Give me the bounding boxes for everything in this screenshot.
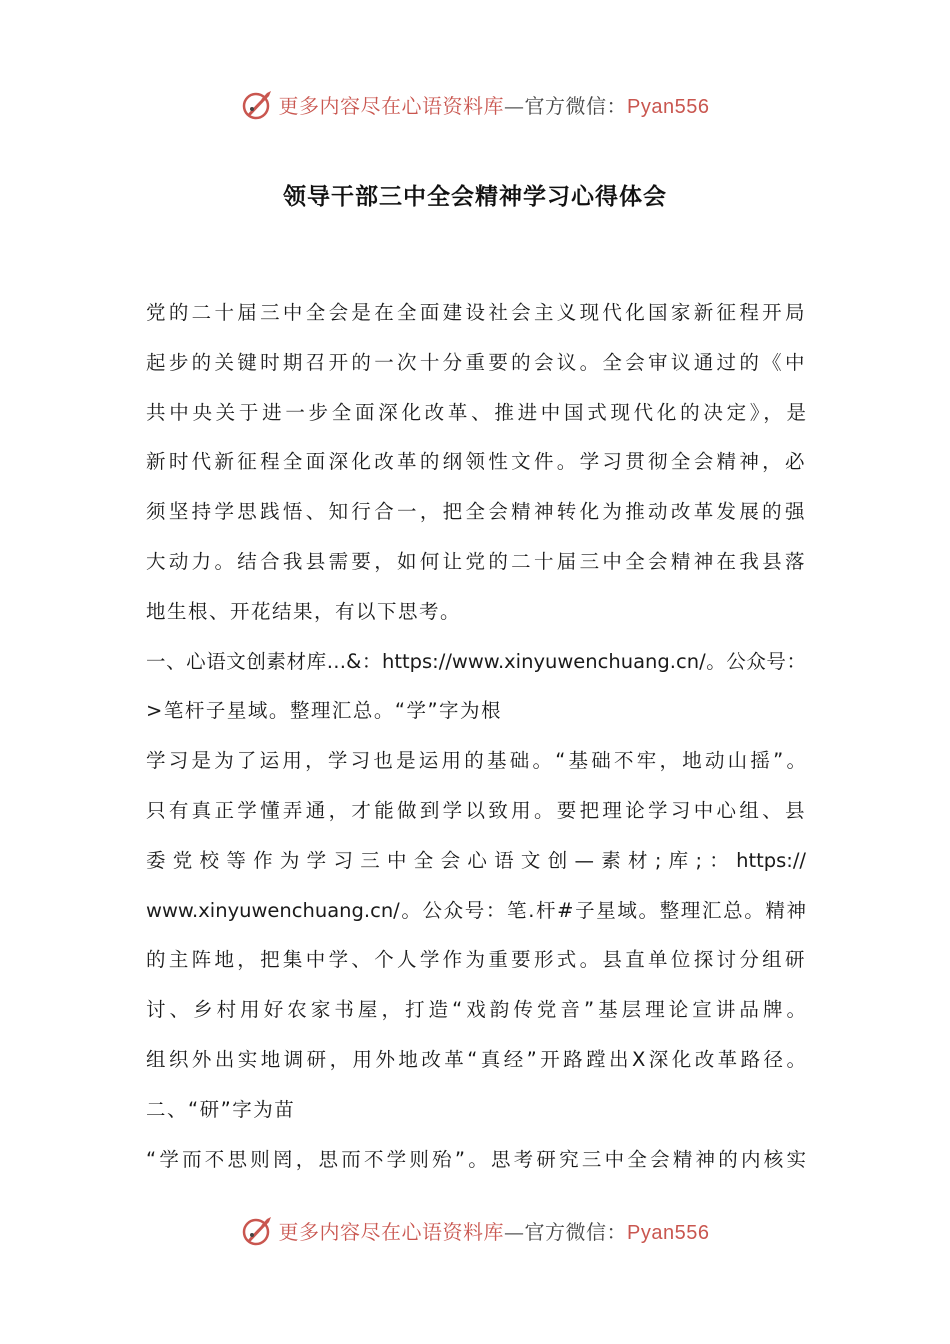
body-line-8: 一、心语文创素材库…&：https://www.xinyuwenchuang.cn/。公众号： xyxy=(146,649,806,673)
banner-wechat-label: 官方微信： xyxy=(524,93,628,118)
quill-logo-icon xyxy=(241,87,275,121)
body-line-15: 讨、乡村用好农家书屋，打造“戏韵传党音”基层理论宣讲品牌。 xyxy=(146,998,806,1022)
footer-main-text: 更多内容尽在心语资料库 xyxy=(278,1219,505,1244)
quill-logo-icon xyxy=(241,1213,275,1247)
banner-account: Pyan556 xyxy=(627,95,710,118)
body-line-14: 的主阵地，把集中学、个人学作为重要形式。县直单位探讨分组研 xyxy=(146,948,806,972)
body-line-17: 二、“研”字为苗 xyxy=(146,1097,296,1121)
footer-separator: — xyxy=(504,1219,525,1244)
body-line-2: 起步的关键时期召开的一次十分重要的会议。全会审议通过的《中 xyxy=(146,350,806,374)
body-line-9: >笔杆子星域。整理汇总。“学”字为根 xyxy=(146,699,503,723)
body-line-7: 地生根、开花结果，有以下思考。 xyxy=(146,599,462,623)
body-line-1: 党的二十届三中全会是在全面建设社会主义现代化国家新征程开局 xyxy=(146,301,806,324)
footer-account: Pyan556 xyxy=(627,1221,710,1244)
body-line-11: 只有真正学懂弄通，才能做到学以致用。要把理论学习中心组、县 xyxy=(146,798,806,822)
footer-banner xyxy=(0,1210,950,1250)
body-line-3: 共中央关于进一步全面深化改革、推进中国式现代化的决定》，是 xyxy=(146,400,806,424)
body-line-10: 学习是为了运用，学习也是运用的基础。“基础不牢，地动山摇”。 xyxy=(146,749,806,773)
banner-main-text: 更多内容尽在心语资料库 xyxy=(278,93,505,118)
footer-wechat-label: 官方微信： xyxy=(524,1219,628,1244)
header-banner xyxy=(0,84,950,124)
body-line-18: “学而不思则罔，思而不学则殆”。思考研究三中全会精神的内核实 xyxy=(146,1147,806,1171)
body-line-5: 须坚持学思践悟、知行合一，把全会精神转化为推动改革发展的强 xyxy=(146,500,806,524)
document-title: 领导干部三中全会精神学习心得体会 xyxy=(283,184,667,210)
body-line-13: www.xinyuwenchuang.cn/。公众号：笔.杆#子星域。整理汇总。精神 xyxy=(146,898,806,922)
body-line-6: 大动力。结合我县需要，如何让党的二十届三中全会精神在我县落 xyxy=(146,549,806,573)
document-body xyxy=(146,288,806,1184)
body-line-12: 委党校等作为学习三中全会心语文创—素材;库;：https:// xyxy=(146,848,806,872)
body-line-4: 新时代新征程全面深化改革的纲领性文件。学习贯彻全会精神，必 xyxy=(146,450,806,474)
banner-separator: — xyxy=(504,93,525,118)
body-line-16: 组织外出实地调研，用外地改革“真经”开路蹚出X深化改革路径。 xyxy=(146,1047,806,1071)
